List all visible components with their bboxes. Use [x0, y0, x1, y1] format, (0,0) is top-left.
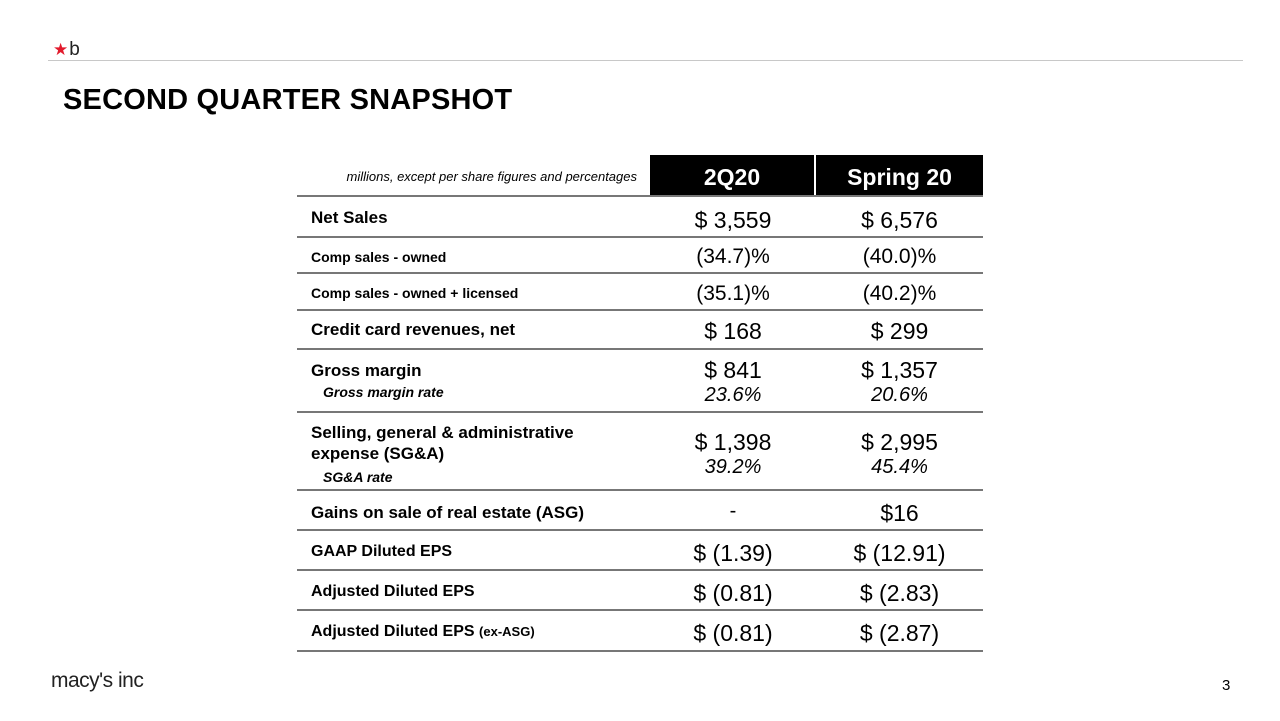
row-label: Gains on sale of real estate (ASG): [311, 503, 585, 522]
value-spring20: $16: [880, 500, 919, 526]
value-spring20: (40.0)%: [862, 245, 937, 268]
value-spring20: $ 6,576: [861, 207, 938, 233]
column-header-spring20: Spring 20: [816, 155, 983, 195]
slide-title: SECOND QUARTER SNAPSHOT: [63, 84, 513, 116]
table-row-credit-card: [297, 311, 983, 350]
snapshot-table: [297, 155, 983, 652]
row-label: Comp sales - owned + licensed: [311, 285, 519, 301]
value-spring20: (40.2)%: [862, 282, 937, 305]
value-spring20: $ 1,357: [861, 357, 938, 383]
value-2q20: $ 841: [704, 357, 762, 383]
table-row-comp-owned-licensed: [297, 274, 983, 311]
row-sub-label: SG&A rate: [323, 469, 393, 485]
value-2q20: -: [729, 500, 737, 522]
brand-letter: b: [69, 39, 80, 60]
table-row-adjusted-eps-ex-asg: [297, 611, 983, 652]
value-spring20: $ (12.91): [853, 540, 946, 566]
value-2q20: $ 1,398: [694, 429, 772, 455]
table-row-sga: [297, 413, 983, 491]
units-note: millions, except per share figures and percentages: [346, 169, 637, 184]
row-label: GAAP Diluted EPS: [311, 543, 453, 560]
table-row-comp-owned: [297, 238, 983, 274]
value-spring20: $ 2,995: [861, 429, 938, 455]
table-row-net-sales: [297, 197, 983, 238]
macys-inc-logo: macy's inc: [51, 669, 144, 692]
star-icon: ★: [53, 40, 69, 59]
row-label: Comp sales - owned: [311, 249, 447, 265]
row-label-line2: expense (SG&A): [311, 444, 445, 463]
row-label: Credit card revenues, net: [311, 320, 516, 339]
page-number: 3: [1222, 677, 1231, 694]
value-spring20: $ (2.83): [859, 580, 940, 606]
row-label: Gross margin: [311, 361, 422, 380]
row-sub-label: Gross margin rate: [323, 384, 444, 400]
row-label: Adjusted Diluted EPS: [311, 583, 475, 600]
header-divider: [48, 60, 1243, 61]
value-2q20: $ 168: [704, 318, 762, 344]
brand-logo-top: [53, 40, 80, 59]
row-label-line1: Selling, general & administrative: [311, 423, 574, 442]
row-label: Adjusted Diluted EPS: [311, 623, 475, 640]
table-row-adjusted-eps: [297, 571, 983, 611]
value-2q20: $ (1.39): [693, 540, 773, 566]
rate-2q20: 39.2%: [704, 456, 762, 478]
value-2q20: (35.1)%: [696, 282, 770, 305]
row-label-suffix: (ex-ASG): [479, 624, 535, 639]
table-row-gaap-eps: [297, 531, 983, 571]
value-2q20: $ 3,559: [694, 207, 772, 233]
table-row-gains-real-estate: [297, 491, 983, 531]
rate-spring20: 20.6%: [871, 384, 928, 406]
row-label: Net Sales: [311, 208, 388, 227]
column-header-2q20: 2Q20: [650, 155, 816, 195]
value-spring20: $ 299: [870, 318, 929, 344]
value-2q20: $ (0.81): [693, 580, 773, 606]
rate-spring20: 45.4%: [871, 456, 928, 478]
rate-2q20: 23.6%: [704, 384, 762, 406]
value-spring20: $ (2.87): [859, 620, 940, 646]
value-2q20: $ (0.81): [693, 620, 773, 646]
table-header: [297, 155, 983, 197]
table-row-gross-margin: [297, 350, 983, 413]
value-2q20: (34.7)%: [696, 245, 770, 268]
